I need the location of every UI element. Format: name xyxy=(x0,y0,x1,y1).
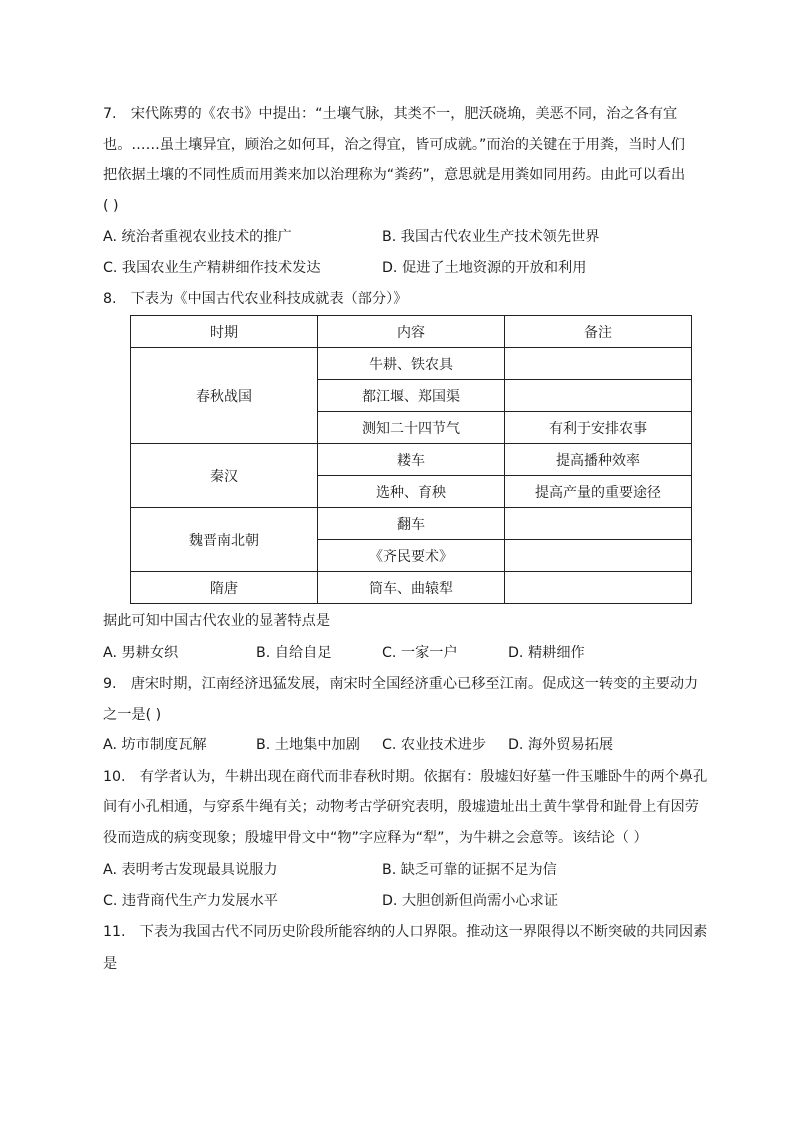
q10-option-b: B. 缺乏可靠的证据不足为信 xyxy=(382,862,557,878)
q8-option-a: A. 男耕女织 xyxy=(103,645,179,661)
q7-answer-blank: ( ) xyxy=(103,198,119,214)
table-row xyxy=(131,572,692,604)
content-cell: 翻车 xyxy=(318,508,505,540)
q10-stem-line-3: 役而造成的病变现象；殷墟甲骨文中“物”字应释为“犁”，为牛耕之会意等。该结论（ ） xyxy=(103,830,648,846)
period-cell: 春秋战国 xyxy=(131,348,318,444)
period-cell: 隋唐 xyxy=(131,572,318,604)
table-row xyxy=(131,508,692,540)
q8-option-d: D. 精耕细作 xyxy=(508,645,585,661)
period-cell: 魏晋南北朝 xyxy=(131,508,318,572)
note-cell xyxy=(505,540,692,572)
q7-option-b: B. 我国古代农业生产技术领先世界 xyxy=(382,229,600,245)
header-content: 内容 xyxy=(318,316,505,348)
q7-stem-line-2: 也。……虽土壤异宜，顾治之如何耳，治之得宜，皆可成就。”而治的关键在于用粪，当时人们 xyxy=(103,137,685,153)
content-cell: 测知二十四节气 xyxy=(318,412,505,444)
q9-stem-line-1: 9. 唐宋时期，江南经济迅猛发展，南宋时全国经济重心已移至江南。促成这一转变的主要动力 xyxy=(103,676,699,692)
q11-stem-line-1: 11. 下表为我国古代不同历史阶段所能容纳的人口界限。推动这一界限得以不断突破的共同因素 xyxy=(103,924,708,940)
header-period: 时期 xyxy=(131,316,318,348)
note-cell: 提高产量的重要途径 xyxy=(505,476,692,508)
note-cell: 有利于安排农事 xyxy=(505,412,692,444)
table-row xyxy=(131,348,692,380)
q8-option-b: B. 自给自足 xyxy=(256,645,332,661)
q7-option-d: D. 促进了土地资源的开放和利用 xyxy=(382,260,587,276)
content-cell: 选种、育秧 xyxy=(318,476,505,508)
note-cell xyxy=(505,508,692,540)
q8-option-c: C. 一家一户 xyxy=(382,645,458,661)
content-cell: 《齐民要术》 xyxy=(318,540,505,572)
q7-stem-line-1: 7. 宋代陈旉的《农书》中提出：“土壤气脉，其类不一，肥沃硗埆，美恶不同，治之各有宜 xyxy=(103,106,678,122)
q8-stem: 8. 下表为《中国古代农业科技成就表（部分）》 xyxy=(103,291,408,307)
q7-option-c: C. 我国农业生产精耕细作技术发达 xyxy=(103,260,321,276)
q10-stem-line-2: 间有小孔相通，与穿系牛绳有关；动物考古学研究表明，殷墟遗址出土黄牛掌骨和趾骨上有因劳 xyxy=(103,799,699,815)
note-cell xyxy=(505,572,692,604)
q8-question: 据此可知中国古代农业的显著特点是 xyxy=(103,613,331,629)
header-note: 备注 xyxy=(505,316,692,348)
content-cell: 都江堰、郑国渠 xyxy=(318,380,505,412)
q10-option-c: C. 违背商代生产力发展水平 xyxy=(103,893,278,909)
q7-stem-line-3: 把依据土壤的不同性质而用粪来加以治理称为“粪药”，意思就是用粪如同用药。由此可以看出 xyxy=(103,167,686,183)
q11-stem-line-2: 是 xyxy=(103,956,118,972)
q7-option-a: A. 统治者重视农业技术的推广 xyxy=(103,229,292,245)
note-cell: 提高播种效率 xyxy=(505,444,692,476)
q9-option-b: B. 土地集中加剧 xyxy=(256,737,360,753)
content-cell: 筒车、曲辕犁 xyxy=(318,572,505,604)
table-header-row xyxy=(131,316,692,348)
q10-option-d: D. 大胆创新但尚需小心求证 xyxy=(382,893,559,909)
note-cell xyxy=(505,380,692,412)
q9-stem-line-2: 之一是( ) xyxy=(103,707,162,723)
q10-stem-line-1: 10. 有学者认为，牛耕出现在商代而非春秋时期。依据有：殷墟妇好墓一件玉雕卧牛的两个鼻孔 xyxy=(103,769,708,785)
content-cell: 耧车 xyxy=(318,444,505,476)
q9-option-c: C. 农业技术进步 xyxy=(382,737,487,753)
q10-option-a: A. 表明考古发现最具说服力 xyxy=(103,862,278,878)
note-cell xyxy=(505,348,692,380)
q9-option-d: D. 海外贸易拓展 xyxy=(508,737,614,753)
agri-achievement-table xyxy=(130,315,692,604)
table-row xyxy=(131,444,692,476)
period-cell: 秦汉 xyxy=(131,444,318,508)
content-cell: 牛耕、铁农具 xyxy=(318,348,505,380)
q9-option-a: A. 坊市制度瓦解 xyxy=(103,737,207,753)
